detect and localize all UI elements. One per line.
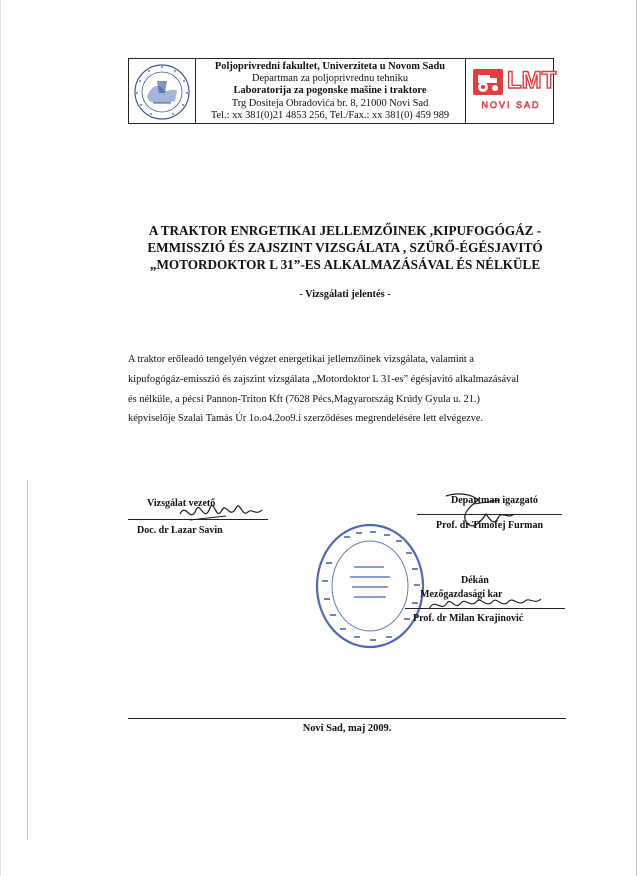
institution-department: Departman za poljoprivrednu tehniku <box>251 73 409 85</box>
body-line-3: és nélküle, a pécsi Pannon-Triton Kft (7628 Pécs,Magyarország Krúdy Gyula u. 21.) <box>128 393 480 405</box>
signature-line-left <box>128 519 268 520</box>
footer-rule <box>128 718 566 719</box>
body-line-4: képviselője Szalai Tamás Úr 1o.o4.2oo9.i szerződéses megrendelésére lett elvégezve. <box>128 413 484 425</box>
lmt-logo-text: LMT <box>507 67 557 94</box>
title-line-1: A TRAKTOR ENRGETIKAI JELLEMZŐINEK ,KIPUFOGÓGÁZ - <box>148 223 542 238</box>
institution-address: Trg Dositeja Obradovića br. 8, 21000 Novi Sad <box>231 97 429 109</box>
dean-faculty: Mezőgazdasági kar <box>420 589 503 600</box>
title-line-3: „MOTORDOKTOR L 31”-ES ALKALMAZÁSÁVAL ÉS NÉLKÜLE <box>149 257 541 272</box>
place-and-date: Novi Sad, maj 2009. <box>302 723 392 734</box>
letterhead <box>128 58 557 124</box>
document-title <box>100 222 590 273</box>
dean-name: Prof. dr Milan Krajinović <box>413 613 524 624</box>
institution-laboratory: Laboratorija za pogonske mašine i traktore <box>233 85 427 97</box>
dean-role: Dékán <box>461 575 489 586</box>
body-paragraph <box>128 350 562 429</box>
body-line-1: A traktor erőleadó tengelyén végzet energetikai jellemzőinek vizsgálata, valamint a <box>128 354 475 365</box>
title-line-2: EMMISSZIÓ ÉS ZAJSZINT VIZSGÁLATA , SZÜRŐ-ÉGÉSJAVITÓ <box>147 240 543 255</box>
institution-faculty: Poljoprivredni fakultet, Univerziteta u Novom Sadu <box>214 61 446 72</box>
signatory-left-name: Doc. dr Lazar Savin <box>137 525 223 536</box>
university-seal-logo <box>133 63 191 121</box>
signatory-right-name: Prof. dr Timofej Furman <box>436 520 544 531</box>
lmt-logo-subtext: NOVI SAD <box>481 100 541 110</box>
signatory-right-role: Departman igazgató <box>451 495 538 506</box>
scan-edge-line <box>27 480 28 840</box>
institution-phone: Tel.: xx 381(0)21 4853 256, Tel./Fax.: xx 381(0) 459 989 <box>210 109 450 121</box>
signature-line-right <box>417 514 562 515</box>
header-divider-right <box>465 59 466 123</box>
tractor-icon <box>473 69 503 95</box>
institution-block <box>195 61 465 122</box>
document-subtitle: - Vizsgálati jelentés - <box>299 289 391 300</box>
signature-line-dean <box>405 608 565 609</box>
lmt-logo <box>469 67 557 117</box>
signatory-left-role: Vizsgálat vezető <box>147 498 216 509</box>
official-stamp-seal <box>314 522 426 650</box>
body-line-2: kipufogógáz-emisszió és zajszint vizsgálata „Motordoktor L 31-es” égésjavitó alkalmazásával <box>128 373 519 385</box>
handwritten-signature-left <box>176 494 266 528</box>
